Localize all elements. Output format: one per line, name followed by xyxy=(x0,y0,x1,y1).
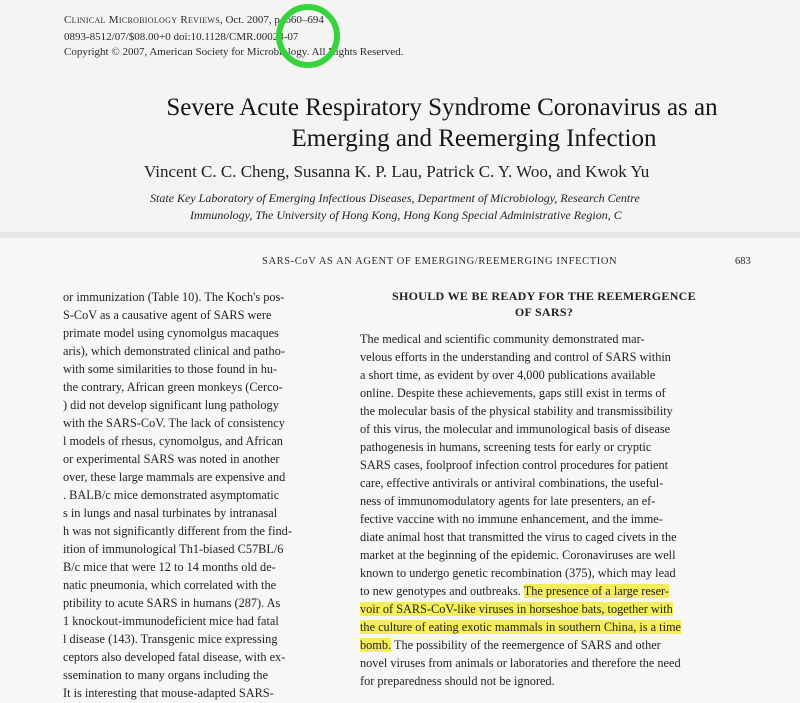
paragraph-line: the molecular basis of the physical stability and transmissibility xyxy=(360,404,673,418)
paragraph-line: The medical and scientific community demonstrated mar- xyxy=(360,332,645,346)
column-line: ptibility to acute SARS in humans (287). As xyxy=(63,596,281,610)
paragraph-line: fective vaccine with no immune enhancement, and the imme- xyxy=(360,512,663,526)
left-text-column xyxy=(63,288,338,702)
column-line: ceptors also developed fatal disease, with ex- xyxy=(63,650,286,664)
journal-citation: Clinical Microbiology Reviews, Oct. 2007, p. 660–694 xyxy=(64,14,324,26)
column-line: primate model using cynomolgus macaques xyxy=(63,326,279,340)
article-title: Severe Acute Respiratory Syndrome Coronavirus as an Emerging and Reemerging Infection xyxy=(166,94,718,152)
column-line: ssemination to many organs including the xyxy=(63,668,269,682)
section-heading: SHOULD WE BE READY FOR THE REEMERGENCE OF SARS? xyxy=(392,289,696,319)
paragraph-line: pathogenesis in humans, screening tests for early or cryptic xyxy=(360,440,652,454)
paragraph-line: to new genotypes and outbreaks. The presence of a large reser- xyxy=(360,584,669,598)
column-line: . BALB/c mice demonstrated asymptomatic xyxy=(63,488,280,502)
paragraph-line: known to undergo genetic recombination (375), which may lead xyxy=(360,566,676,580)
paragraph-line: SARS cases, foolproof infection control procedures for patient xyxy=(360,458,669,472)
paragraph-lines xyxy=(360,330,728,582)
paragraph-line: bomb. The possibility of the reemergence of SARS and other xyxy=(360,638,661,652)
page-number: 683 xyxy=(735,256,751,267)
column-line: with the SARS-CoV. The lack of consistency xyxy=(63,416,285,430)
paragraph-line: market at the beginning of the epidemic. Coronaviruses are well xyxy=(360,548,676,562)
paragraph-line: of this virus, the molecular and immunological basis of disease xyxy=(360,422,671,436)
column-line: ition of immunological Th1-biased C57BL/6 xyxy=(63,542,284,556)
column-line: l disease (143). Transgenic mice expressing xyxy=(63,632,278,646)
column-line: or immunization (Table 10). The Koch's pos- xyxy=(63,290,285,304)
column-line: with some similarities to those found in hu- xyxy=(63,362,278,376)
copyright-line: Copyright © 2007, American Society for Microbiology. All Rights Reserved. xyxy=(64,46,404,58)
column-line: over, these large mammals are expensive and xyxy=(63,470,286,484)
paragraph-line: a short time, as evident by over 4,000 publications available xyxy=(360,368,656,382)
column-line: It is interesting that mouse-adapted SARS- xyxy=(63,686,274,700)
column-line: natic pneumonia, which correlated with the xyxy=(63,578,277,592)
first-page-crop xyxy=(0,0,800,238)
highlighted-text: the culture of eating exotic mammals in southern China, is a time xyxy=(360,620,682,634)
column-line: S-CoV as a causative agent of SARS were xyxy=(63,308,272,322)
right-text-column xyxy=(360,288,728,690)
paragraph-line: online. Despite these achievements, gaps still exist in terms of xyxy=(360,386,666,400)
highlighted-text: bomb. xyxy=(360,638,392,652)
paragraph-line xyxy=(360,600,728,618)
paragraph-line xyxy=(360,618,728,636)
doi-line: 0893-8512/07/$08.00+0 doi:10.1128/CMR.00023-07 xyxy=(64,31,299,43)
column-line: or experimental SARS was noted in another xyxy=(63,452,280,466)
column-line: s in lungs and nasal turbinates by intranasal xyxy=(63,506,278,520)
affiliation: State Key Laboratory of Emerging Infectious Diseases, Department of Microbiology, Research Centre Immunology, The University of Hong Kong, Hong Kong Special Administrative Region, C xyxy=(150,191,640,222)
paragraph-line: ness of immunomodulatory agents for late presenters, an ef- xyxy=(360,494,656,508)
highlighted-text: The presence of a large reser- xyxy=(523,584,669,598)
column-line: h was not significantly different from the find- xyxy=(63,524,292,538)
column-line: B/c mice that were 12 to 14 months old de- xyxy=(63,560,276,574)
paragraph-line: diate animal host that transmitted the virus to caged civets in the xyxy=(360,530,677,544)
paragraph-line: for preparedness should not be ignored. xyxy=(360,674,555,688)
paragraph-line: care, effective antivirals or antiviral combinations, the useful- xyxy=(360,476,664,490)
column-line: 1 knockout-immunodeficient mice had fatal xyxy=(63,614,279,628)
author-list: Vincent C. C. Cheng, Susanna K. P. Lau, Patrick C. Y. Woo, and Kwok Yu xyxy=(144,162,650,181)
second-page-crop xyxy=(0,238,800,703)
running-head: SARS-CoV AS AN AGENT OF EMERGING/REEMERGING INFECTION xyxy=(262,256,618,267)
paragraph-line: novel viruses from animals or laboratories and therefore the need xyxy=(360,656,681,670)
green-circle-annotation xyxy=(276,4,340,68)
highlighted-text: voir of SARS-CoV-like viruses in horseshoe bats, together with xyxy=(360,602,673,616)
column-line: l models of rhesus, cynomolgus, and African xyxy=(63,434,283,448)
paragraph-line: velous efforts in the understanding and control of SARS within xyxy=(360,350,671,364)
column-line: the contrary, African green monkeys (Cerco- xyxy=(63,380,283,394)
column-line: aris), which demonstrated clinical and patho- xyxy=(63,344,285,358)
column-line: ) did not develop significant lung pathology xyxy=(63,398,279,412)
